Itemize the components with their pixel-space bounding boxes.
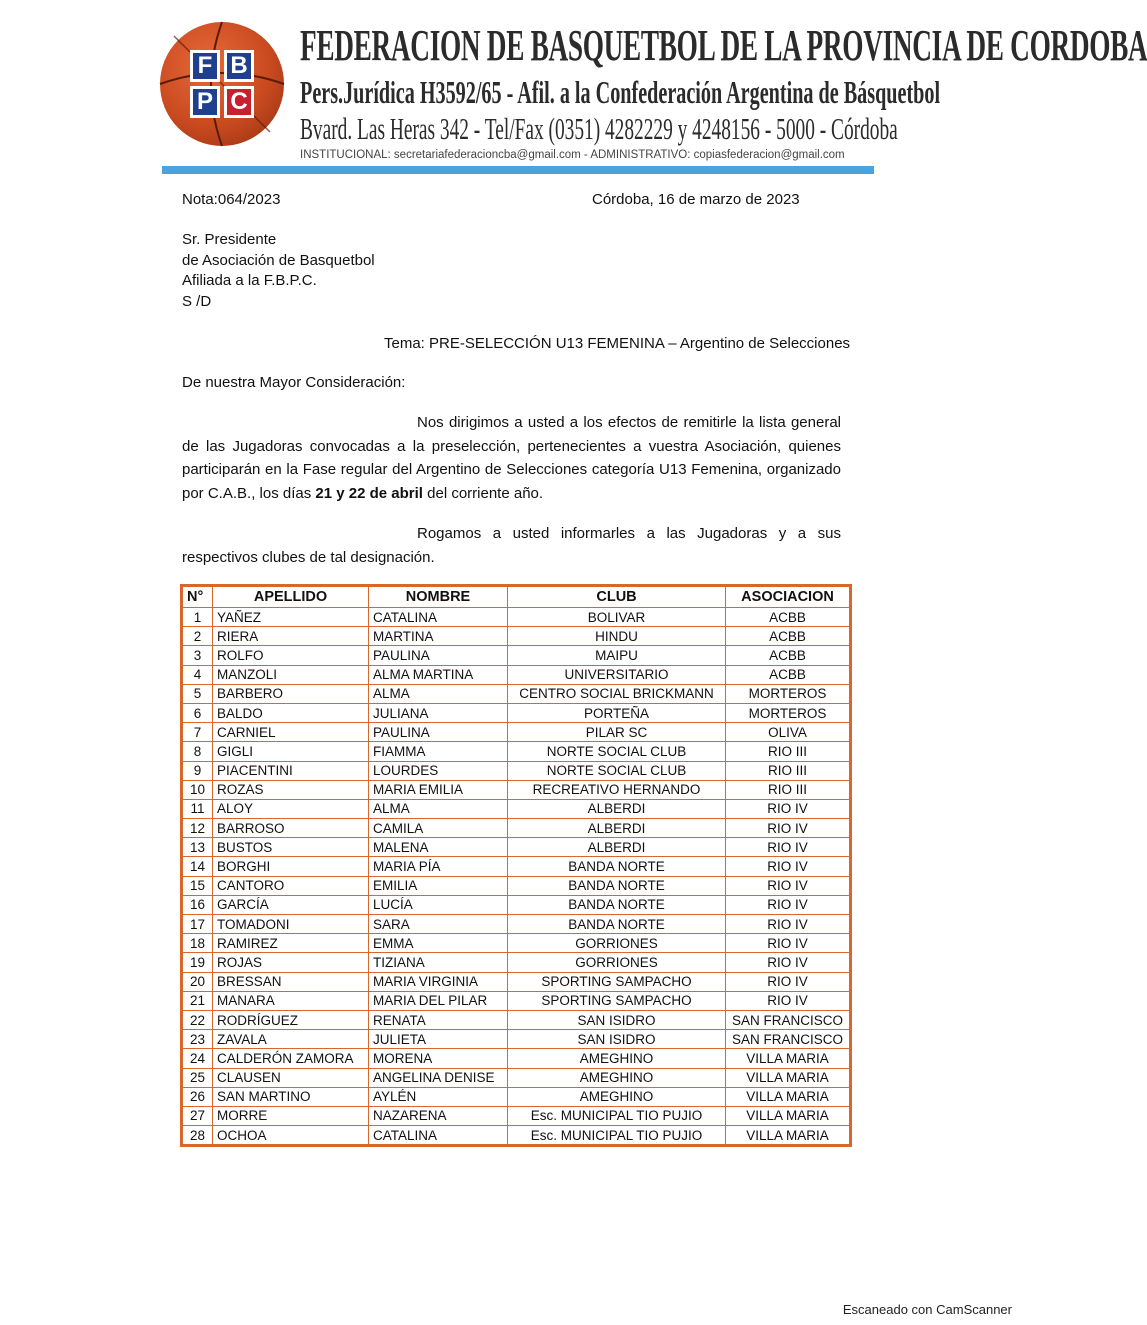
cell-surname: MANZOLI (213, 665, 369, 684)
cell-name: MARIA DEL PILAR (369, 991, 508, 1010)
cell-association: RIO III (726, 761, 850, 780)
logo-letter-grid (190, 50, 254, 118)
cell-surname: ROLFO (213, 646, 369, 665)
table-row (183, 742, 850, 761)
cell-club: ALBERDI (508, 819, 726, 838)
cell-name: FIAMMA (369, 742, 508, 761)
cell-club: Esc. MUNICIPAL TIO PUJIO (508, 1126, 726, 1145)
cell-club: GORRIONES (508, 934, 726, 953)
cell-association: VILLA MARIA (726, 1126, 850, 1145)
cell-number: 19 (183, 953, 213, 972)
cell-number: 5 (183, 684, 213, 703)
cell-number: 24 (183, 1049, 213, 1068)
table-row (183, 1106, 850, 1125)
cell-surname: BARBERO (213, 684, 369, 703)
letter-paragraph-2 (182, 522, 841, 569)
cell-number: 14 (183, 857, 213, 876)
cell-association: MORTEROS (726, 684, 850, 703)
cell-surname: CALDERÓN ZAMORA (213, 1049, 369, 1068)
cell-surname: BARROSO (213, 819, 369, 838)
cell-surname: ROZAS (213, 780, 369, 799)
cell-surname: TOMADONI (213, 915, 369, 934)
table-row (183, 780, 850, 799)
cell-club: SAN ISIDRO (508, 1030, 726, 1049)
table-row (183, 627, 850, 646)
cell-number: 13 (183, 838, 213, 857)
cell-surname: BUSTOS (213, 838, 369, 857)
cell-name: TIZIANA (369, 953, 508, 972)
cell-number: 7 (183, 723, 213, 742)
cell-surname: RAMIREZ (213, 934, 369, 953)
cell-association: OLIVA (726, 723, 850, 742)
column-header-surname: APELLIDO (213, 587, 369, 608)
federation-logo (160, 22, 284, 146)
table-row (183, 761, 850, 780)
cell-association: ACBB (726, 665, 850, 684)
table-header-row (183, 587, 850, 608)
cell-name: LUCÍA (369, 895, 508, 914)
cell-number: 12 (183, 819, 213, 838)
cell-club: BOLIVAR (508, 608, 726, 627)
cell-number: 27 (183, 1106, 213, 1125)
letter-greeting: De nuestra Mayor Consideración: (182, 374, 406, 391)
cell-surname: ZAVALA (213, 1030, 369, 1049)
cell-number: 26 (183, 1087, 213, 1106)
cell-club: ALBERDI (508, 838, 726, 857)
cell-name: RENATA (369, 1010, 508, 1029)
logo-letter: P (190, 86, 220, 118)
cell-name: MARTINA (369, 627, 508, 646)
table-row (183, 799, 850, 818)
cell-number: 18 (183, 934, 213, 953)
cell-surname: GIGLI (213, 742, 369, 761)
table-row (183, 646, 850, 665)
logo-letter: B (224, 50, 254, 82)
cell-club: AMEGHINO (508, 1049, 726, 1068)
cell-name: EMILIA (369, 876, 508, 895)
cell-association: SAN FRANCISCO (726, 1030, 850, 1049)
cell-association: VILLA MARIA (726, 1106, 850, 1125)
cell-association: RIO IV (726, 915, 850, 934)
cell-association: MORTEROS (726, 703, 850, 722)
cell-name: SARA (369, 915, 508, 934)
table-row (183, 684, 850, 703)
cell-number: 15 (183, 876, 213, 895)
cell-club: RECREATIVO HERNANDO (508, 780, 726, 799)
cell-club: PORTEÑA (508, 703, 726, 722)
table-row (183, 1126, 850, 1145)
cell-name: NAZARENA (369, 1106, 508, 1125)
cell-number: 8 (183, 742, 213, 761)
cell-surname: PIACENTINI (213, 761, 369, 780)
letter-subject: Tema: PRE-SELECCIÓN U13 FEMENINA – Argentino de Selecciones (384, 335, 851, 352)
table-row (183, 972, 850, 991)
cell-name: MORENA (369, 1049, 508, 1068)
cell-association: RIO IV (726, 953, 850, 972)
cell-club: SPORTING SAMPACHO (508, 972, 726, 991)
table-row (183, 1010, 850, 1029)
cell-number: 6 (183, 703, 213, 722)
cell-club: NORTE SOCIAL CLUB (508, 761, 726, 780)
cell-club: MAIPU (508, 646, 726, 665)
cell-number: 22 (183, 1010, 213, 1029)
cell-surname: BRESSAN (213, 972, 369, 991)
cell-number: 21 (183, 991, 213, 1010)
player-roster-table (182, 586, 850, 1145)
column-header-number: N° (183, 587, 213, 608)
cell-club: HINDU (508, 627, 726, 646)
cell-name: MARIA PÍA (369, 857, 508, 876)
cell-number: 2 (183, 627, 213, 646)
recipient-line: Afiliada a la F.B.P.C. (182, 272, 317, 289)
cell-association: RIO III (726, 742, 850, 761)
table-row (183, 665, 850, 684)
table-row (183, 1087, 850, 1106)
table-row (183, 1049, 850, 1068)
cell-number: 25 (183, 1068, 213, 1087)
cell-name: AYLÉN (369, 1087, 508, 1106)
cell-association: ACBB (726, 627, 850, 646)
cell-number: 16 (183, 895, 213, 914)
cell-name: ALMA MARTINA (369, 665, 508, 684)
table-row (183, 723, 850, 742)
letterhead-address: Bvard. Las Heras 342 - Tel/Fax (0351) 4282229 y 4248156 - 5000 - Córdoba (300, 111, 898, 146)
cell-surname: RIERA (213, 627, 369, 646)
cell-number: 1 (183, 608, 213, 627)
cell-number: 9 (183, 761, 213, 780)
cell-name: PAULINA (369, 646, 508, 665)
cell-association: VILLA MARIA (726, 1087, 850, 1106)
cell-association: RIO IV (726, 895, 850, 914)
cell-association: RIO IV (726, 799, 850, 818)
cell-club: ALBERDI (508, 799, 726, 818)
table-row (183, 838, 850, 857)
cell-name: JULIANA (369, 703, 508, 722)
logo-letter: C (224, 86, 254, 118)
cell-club: PILAR SC (508, 723, 726, 742)
cell-surname: OCHOA (213, 1126, 369, 1145)
cell-name: CAMILA (369, 819, 508, 838)
cell-surname: RODRÍGUEZ (213, 1010, 369, 1029)
table-row (183, 608, 850, 627)
note-number: Nota:064/2023 (182, 191, 281, 208)
cell-association: VILLA MARIA (726, 1049, 850, 1068)
cell-number: 11 (183, 799, 213, 818)
cell-surname: YAÑEZ (213, 608, 369, 627)
cell-name: MALENA (369, 838, 508, 857)
cell-name: EMMA (369, 934, 508, 953)
cell-number: 23 (183, 1030, 213, 1049)
table-row (183, 991, 850, 1010)
cell-association: RIO IV (726, 991, 850, 1010)
cell-name: ALMA (369, 799, 508, 818)
cell-name: CATALINA (369, 608, 508, 627)
letterhead-subtitle: Pers.Jurídica H3592/65 - Afil. a la Confederación Argentina de Básquetbol (300, 74, 941, 110)
cell-association: ACBB (726, 608, 850, 627)
cell-association: RIO III (726, 780, 850, 799)
cell-name: CATALINA (369, 1126, 508, 1145)
column-header-club: CLUB (508, 587, 726, 608)
letter-date: Córdoba, 16 de marzo de 2023 (592, 191, 800, 208)
cell-club: BANDA NORTE (508, 915, 726, 934)
table-row (183, 876, 850, 895)
paragraph-1-dates: 21 y 22 de abril (315, 484, 423, 502)
paragraph-2-text: Rogamos a usted informarles a las Jugadoras y a sus respectivos clubes de tal designación. (182, 525, 841, 566)
cell-surname: CANTORO (213, 876, 369, 895)
cell-surname: CARNIEL (213, 723, 369, 742)
table-row (183, 1030, 850, 1049)
table-row (183, 819, 850, 838)
table-row (183, 953, 850, 972)
cell-association: RIO IV (726, 972, 850, 991)
letter-paragraph-1 (182, 411, 841, 505)
table-row (183, 934, 850, 953)
cell-surname: SAN MARTINO (213, 1087, 369, 1106)
letterhead-divider (162, 166, 874, 174)
recipient-line: Sr. Presidente (182, 231, 277, 248)
cell-number: 17 (183, 915, 213, 934)
recipient-line: S /D (182, 293, 212, 310)
cell-club: SAN ISIDRO (508, 1010, 726, 1029)
recipient-line: de Asociación de Basquetbol (182, 252, 375, 269)
cell-name: ANGELINA DENISE (369, 1068, 508, 1087)
cell-number: 3 (183, 646, 213, 665)
letterhead-title: FEDERACION DE BASQUETBOL DE LA PROVINCIA DE CORDOBA (300, 21, 1147, 70)
cell-association: ACBB (726, 646, 850, 665)
cell-club: UNIVERSITARIO (508, 665, 726, 684)
cell-association: VILLA MARIA (726, 1068, 850, 1087)
table-row (183, 857, 850, 876)
cell-name: MARIA VIRGINIA (369, 972, 508, 991)
cell-number: 20 (183, 972, 213, 991)
cell-club: AMEGHINO (508, 1068, 726, 1087)
cell-club: BANDA NORTE (508, 876, 726, 895)
cell-surname: MORRE (213, 1106, 369, 1125)
cell-name: PAULINA (369, 723, 508, 742)
cell-surname: MANARA (213, 991, 369, 1010)
cell-surname: ALOY (213, 799, 369, 818)
cell-number: 4 (183, 665, 213, 684)
cell-club: Esc. MUNICIPAL TIO PUJIO (508, 1106, 726, 1125)
cell-association: RIO IV (726, 876, 850, 895)
cell-club: CENTRO SOCIAL BRICKMANN (508, 684, 726, 703)
cell-club: NORTE SOCIAL CLUB (508, 742, 726, 761)
cell-association: RIO IV (726, 819, 850, 838)
cell-name: MARIA EMILIA (369, 780, 508, 799)
column-header-name: NOMBRE (369, 587, 508, 608)
table-row (183, 703, 850, 722)
cell-surname: BORGHI (213, 857, 369, 876)
cell-surname: BALDO (213, 703, 369, 722)
cell-name: LOURDES (369, 761, 508, 780)
cell-name: JULIETA (369, 1030, 508, 1049)
roster-body (183, 608, 850, 1145)
table-row (183, 895, 850, 914)
cell-club: GORRIONES (508, 953, 726, 972)
column-header-association: ASOCIACION (726, 587, 850, 608)
cell-surname: ROJAS (213, 953, 369, 972)
letterhead-contact: INSTITUCIONAL: secretariafederacioncba@gmail.com - ADMINISTRATIVO: copiasfederacion@gmail.com (300, 149, 845, 161)
cell-name: ALMA (369, 684, 508, 703)
cell-club: AMEGHINO (508, 1087, 726, 1106)
cell-surname: GARCÍA (213, 895, 369, 914)
cell-number: 10 (183, 780, 213, 799)
cell-club: SPORTING SAMPACHO (508, 991, 726, 1010)
cell-association: RIO IV (726, 857, 850, 876)
cell-association: SAN FRANCISCO (726, 1010, 850, 1029)
paragraph-1-end: del corriente año. (422, 484, 544, 502)
cell-association: RIO IV (726, 934, 850, 953)
scanner-watermark: Escaneado con CamScanner (842, 1302, 1012, 1317)
cell-club: BANDA NORTE (508, 895, 726, 914)
paragraph-1-start: Nos dirigimos a usted a los efectos de remitirle la lista general de las Jugadoras convocadas a la preselección, pertenecientes a vuestra Asociación, quienes participarán en la Fase regular del Argentino de Selecciones categoría U13 Femenina, organizado por C.A.B., los días (182, 414, 841, 502)
table-row (183, 915, 850, 934)
cell-association: RIO IV (726, 838, 850, 857)
cell-surname: CLAUSEN (213, 1068, 369, 1087)
cell-club: BANDA NORTE (508, 857, 726, 876)
cell-number: 28 (183, 1126, 213, 1145)
logo-letter: F (190, 50, 220, 82)
table-row (183, 1068, 850, 1087)
